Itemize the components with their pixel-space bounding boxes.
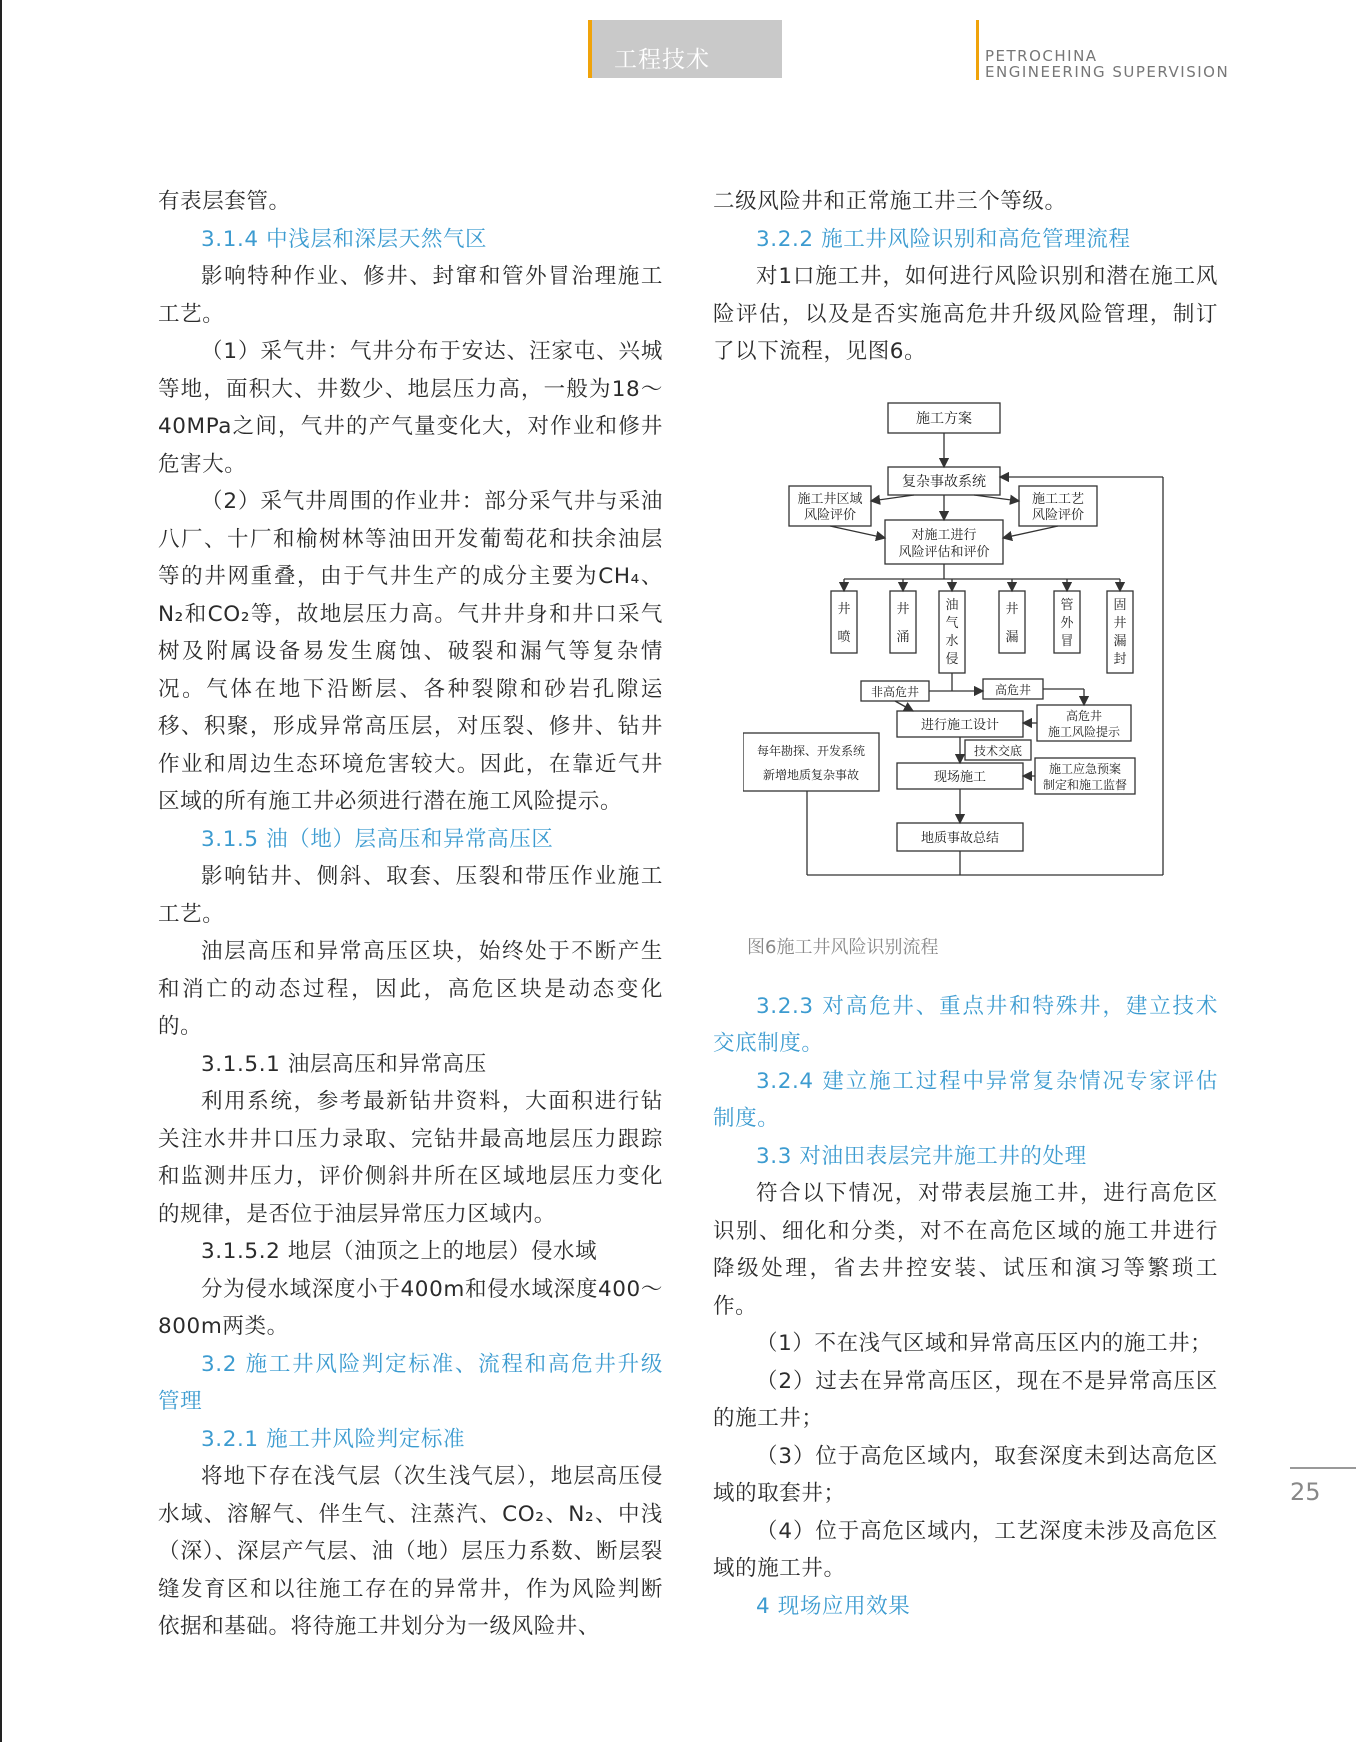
paragraph: 将地下存在浅气层（次生浅气层），地层高压侵水域、溶解气、伴生气、注蒸汽、CO₂、N₂、中浅（深）、深层产气层、油（地）层压力系数、断层裂缝发育区和以往施工存在的异常井，作为风险判断依据和基础。将待施工井划分为一级风险井、	[158, 1464, 663, 1639]
paragraph: 分为侵水域深度小于400m和侵水域深度400～800m两类。	[158, 1276, 663, 1339]
paragraph: 油层高压和异常高压区块，始终处于不断产生和消亡的动态过程，因此，高危区块是动态变化的。	[158, 939, 663, 1039]
paragraph: 二级风险井和正常施工井三个等级。	[713, 189, 1067, 214]
section-heading: 3.1.5 油（地）层高压和异常高压区	[201, 826, 554, 852]
label-cat5-a: 管	[1060, 597, 1074, 613]
label-high-risk: 高危井	[994, 682, 1032, 697]
label-cat3-c: 水	[945, 633, 959, 649]
section-heading: 3.1.4 中浅层和深层天然气区	[201, 226, 488, 252]
label-cat6-b: 井	[1113, 615, 1127, 631]
label-process-eval-2: 风险评价	[1031, 507, 1085, 523]
label-assess-2: 风险评估和评价	[898, 544, 990, 560]
label-cat5-b: 外	[1060, 615, 1074, 631]
label-design: 进行施工设计	[920, 717, 1000, 733]
label-cat6-c: 漏	[1113, 633, 1127, 649]
paragraph: 影响钻井、侧斜、取套、压裂和带压作业施工工艺。	[158, 864, 663, 927]
label-area-eval-1: 施工井区域	[797, 491, 863, 507]
label-cat3-b: 气	[945, 615, 959, 631]
left-column	[158, 183, 663, 1646]
brand-line-1: PETROCHINA	[985, 47, 1098, 65]
label-annual-2: 新增地质复杂事故	[762, 767, 860, 782]
page-number-rule	[1290, 1467, 1356, 1469]
box-annual	[743, 733, 879, 791]
subsection-heading: 3.1.5.1 油层高压和异常高压	[201, 1051, 487, 1077]
label-onsite: 现场施工	[933, 769, 987, 785]
label-supervise-1: 施工应急预案	[1048, 761, 1122, 776]
label-cat4-a: 井	[1005, 601, 1019, 617]
label-cat6-d: 封	[1113, 651, 1127, 667]
figure-6	[713, 393, 1218, 988]
list-item: （3）位于高危区域内，取套深度未到达高危区域的取套井；	[713, 1443, 1218, 1506]
label-non-high-risk: 非高危井	[870, 684, 920, 699]
subsection-heading: 3.1.5.2 地层（油顶之上的地层）侵水域	[201, 1239, 598, 1264]
label-hint-1: 高危井	[1065, 708, 1103, 723]
section-heading: 3.2.1 施工井风险判定标准	[201, 1426, 466, 1452]
section-heading: 3.2.2 施工井风险识别和高危管理流程	[756, 226, 1131, 252]
label-cat3-a: 油	[945, 597, 959, 613]
label-cat3-d: 侵	[945, 651, 959, 667]
section-heading: 3.2 施工井风险判定标准、流程和高危井升级管理	[158, 1351, 663, 1414]
label-summary: 地质事故总结	[920, 830, 1000, 846]
section-heading: 3.2.3 对高危井、重点井和特殊井，建立技术交底制度。	[713, 993, 1218, 1056]
section-tab-label: 工程技术	[614, 47, 710, 73]
section-heading: 4 现场应用效果	[756, 1593, 911, 1619]
label-annual-1: 每年勘探、开发系统	[756, 743, 866, 758]
figure-caption: 图6施工井风险识别流程	[747, 936, 939, 958]
right-column	[713, 183, 1218, 1625]
label-cat4-b: 漏	[1005, 629, 1019, 645]
label-supervise-2: 制定和施工监督	[1042, 777, 1128, 792]
page-left-border	[0, 0, 2, 1742]
label-cat6-a: 固	[1113, 597, 1127, 613]
paragraph: 利用系统，参考最新钻井资料，大面积进行钻关注水井井口压力录取、完钻井最高地层压力跟踪和监测井压力，评价侧斜井所在区域地层压力变化的规律，是否位于油层异常压力区域内。	[158, 1089, 663, 1227]
paragraph: 影响特种作业、修井、封窜和管外冒治理施工工艺。	[158, 264, 663, 327]
paragraph: （1）采气井：气井分布于安达、汪家屯、兴城等地，面积大、井数少、地层压力高，一般为18～40MPa之间，气井的产气量变化大，对作业和修井危害大。	[158, 339, 663, 477]
paragraph: 符合以下情况，对带表层施工井，进行高危区识别、细化和分类，对不在高危区域的施工井进行降级处理，省去井控安装、试压和演习等繁琐工作。	[713, 1181, 1218, 1319]
label-briefing: 技术交底	[973, 743, 1023, 758]
label-cat2-a: 井	[896, 601, 910, 617]
list-item: （1）不在浅气区域和异常高压区内的施工井；	[756, 1331, 1213, 1356]
label-hint-2: 施工风险提示	[1047, 724, 1121, 739]
label-area-eval-2: 风险评价	[803, 507, 857, 523]
paragraph: （2）采气井周围的作业井：部分采气井与采油八厂、十厂和榆树林等油田开发葡萄花和扶余油层等的井网重叠，由于气井生产的成分主要为CH₄、N₂和CO₂等，故地层压力高。气井井身和井口采气树及附属设备易发生腐蚀、破裂和漏气等复杂情况。气体在地下沿断层、各种裂隙和砂岩孔隙运移、积聚，形成异常高压层，对压裂、修井、钻井作业和周边生态环境危害较大。因此，在靠近气井区域的所有施工井必须进行潜在施工风险提示。	[158, 489, 663, 814]
journal-brand	[976, 20, 1229, 80]
label-cat1-a: 井	[837, 601, 851, 617]
list-item: （4）位于高危区域内，工艺深度未涉及高危区域的施工井。	[713, 1518, 1218, 1581]
risk-flowchart	[743, 393, 1183, 913]
section-heading: 3.2.4 建立施工过程中异常复杂情况专家评估制度。	[713, 1068, 1218, 1131]
section-heading: 3.3 对油田表层完井施工井的处理	[756, 1143, 1087, 1169]
brand-line-2: ENGINEERING SUPERVISION	[985, 63, 1230, 81]
section-tab	[588, 20, 782, 78]
paragraph: 对1口施工井，如何进行风险识别和潜在施工风险评估，以及是否实施高危井升级风险管理，制订了以下流程，见图6。	[713, 264, 1218, 364]
label-cat1-b: 喷	[837, 629, 851, 645]
label-plan: 施工方案	[916, 410, 972, 427]
label-process-eval-1: 施工工艺	[1031, 491, 1085, 507]
label-assess-1: 对施工进行	[911, 527, 977, 543]
label-cat2-b: 涌	[896, 629, 910, 645]
label-accident-system: 复杂事故系统	[902, 473, 986, 490]
label-cat5-c: 冒	[1060, 633, 1074, 649]
page-number: 25	[1290, 1478, 1321, 1506]
paragraph: 有表层套管。	[158, 189, 291, 214]
list-item: （2）过去在异常高压区，现在不是异常高压区的施工井；	[713, 1368, 1218, 1431]
